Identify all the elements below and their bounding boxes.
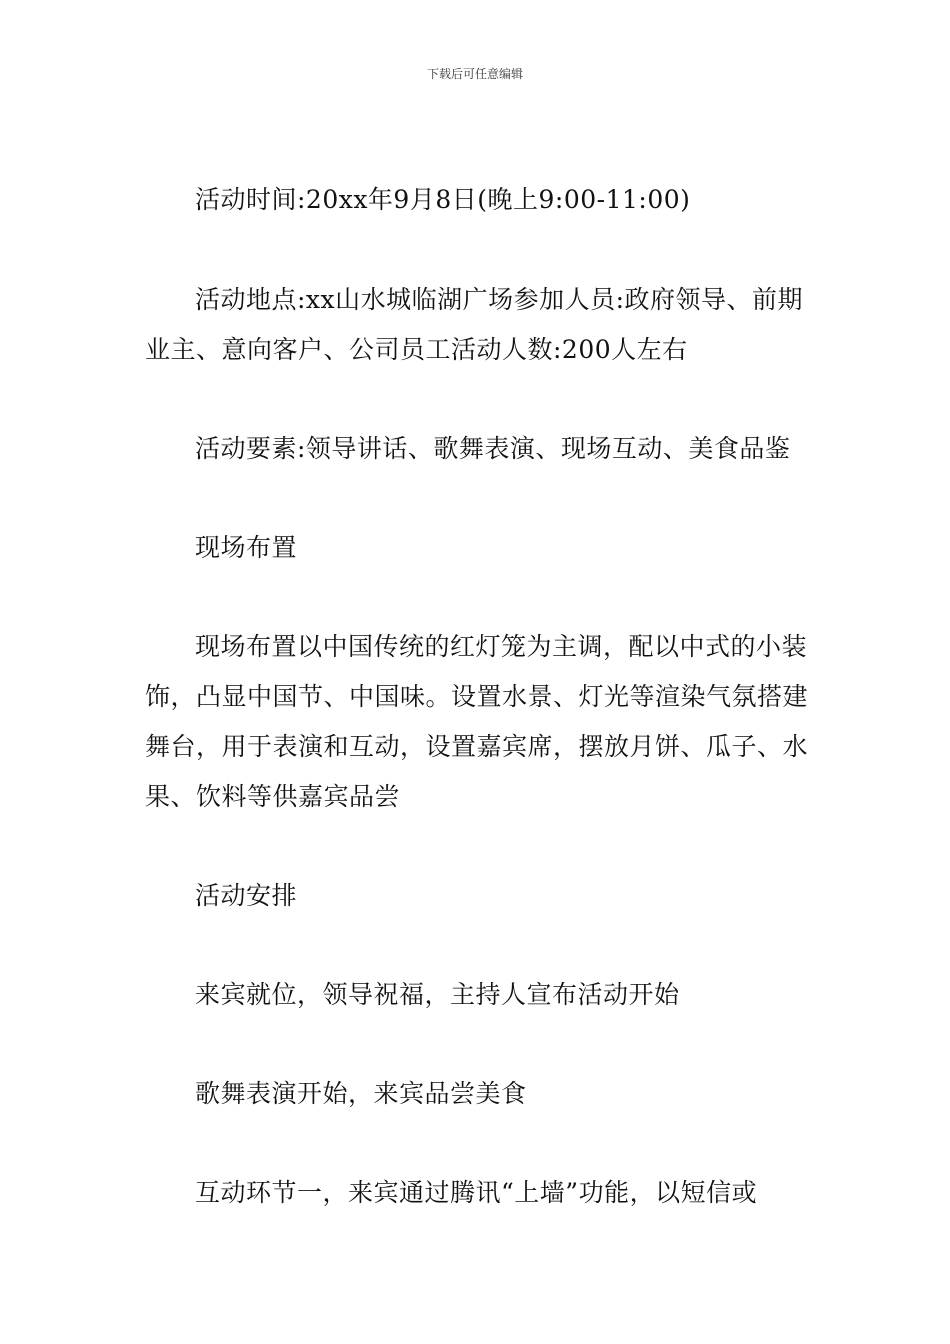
- paragraph-activity-time: 活动时间:20xx年9月8日(晚上9:00-11:00): [195, 185, 691, 214]
- paragraph-schedule-step-3: 互动环节一，来宾通过腾讯“上墙”功能，以短信或: [195, 1178, 758, 1207]
- paragraph-schedule-step-1: 来宾就位，领导祝福，主持人宣布活动开始: [195, 980, 680, 1009]
- paragraph-venue-setup: 现场布置以中国传统的红灯笼为主调，配以中式的小装饰，凸显中国节、中国味。设置水景、灯光等渲染气氛搭建舞台，用于表演和互动，设置嘉宾席，摆放月饼、瓜子、水果、饮料等供嘉宾品尝: [145, 632, 809, 811]
- paragraph-schedule-step-2: 歌舞表演开始，来宾品尝美食: [195, 1079, 527, 1108]
- paragraph-activity-elements: 活动要素:领导讲话、歌舞表演、现场互动、美食品鉴: [195, 434, 791, 463]
- header-note: 下载后可任意编辑: [426, 67, 523, 81]
- section-heading-activity-schedule: 活动安排: [195, 881, 298, 910]
- section-heading-venue-setup: 现场布置: [195, 533, 298, 562]
- paragraph-activity-location: 活动地点:xx山水城临湖广场参加人员:政府领导、前期业主、意向客户、公司员工活动人数:200人左右: [145, 285, 804, 364]
